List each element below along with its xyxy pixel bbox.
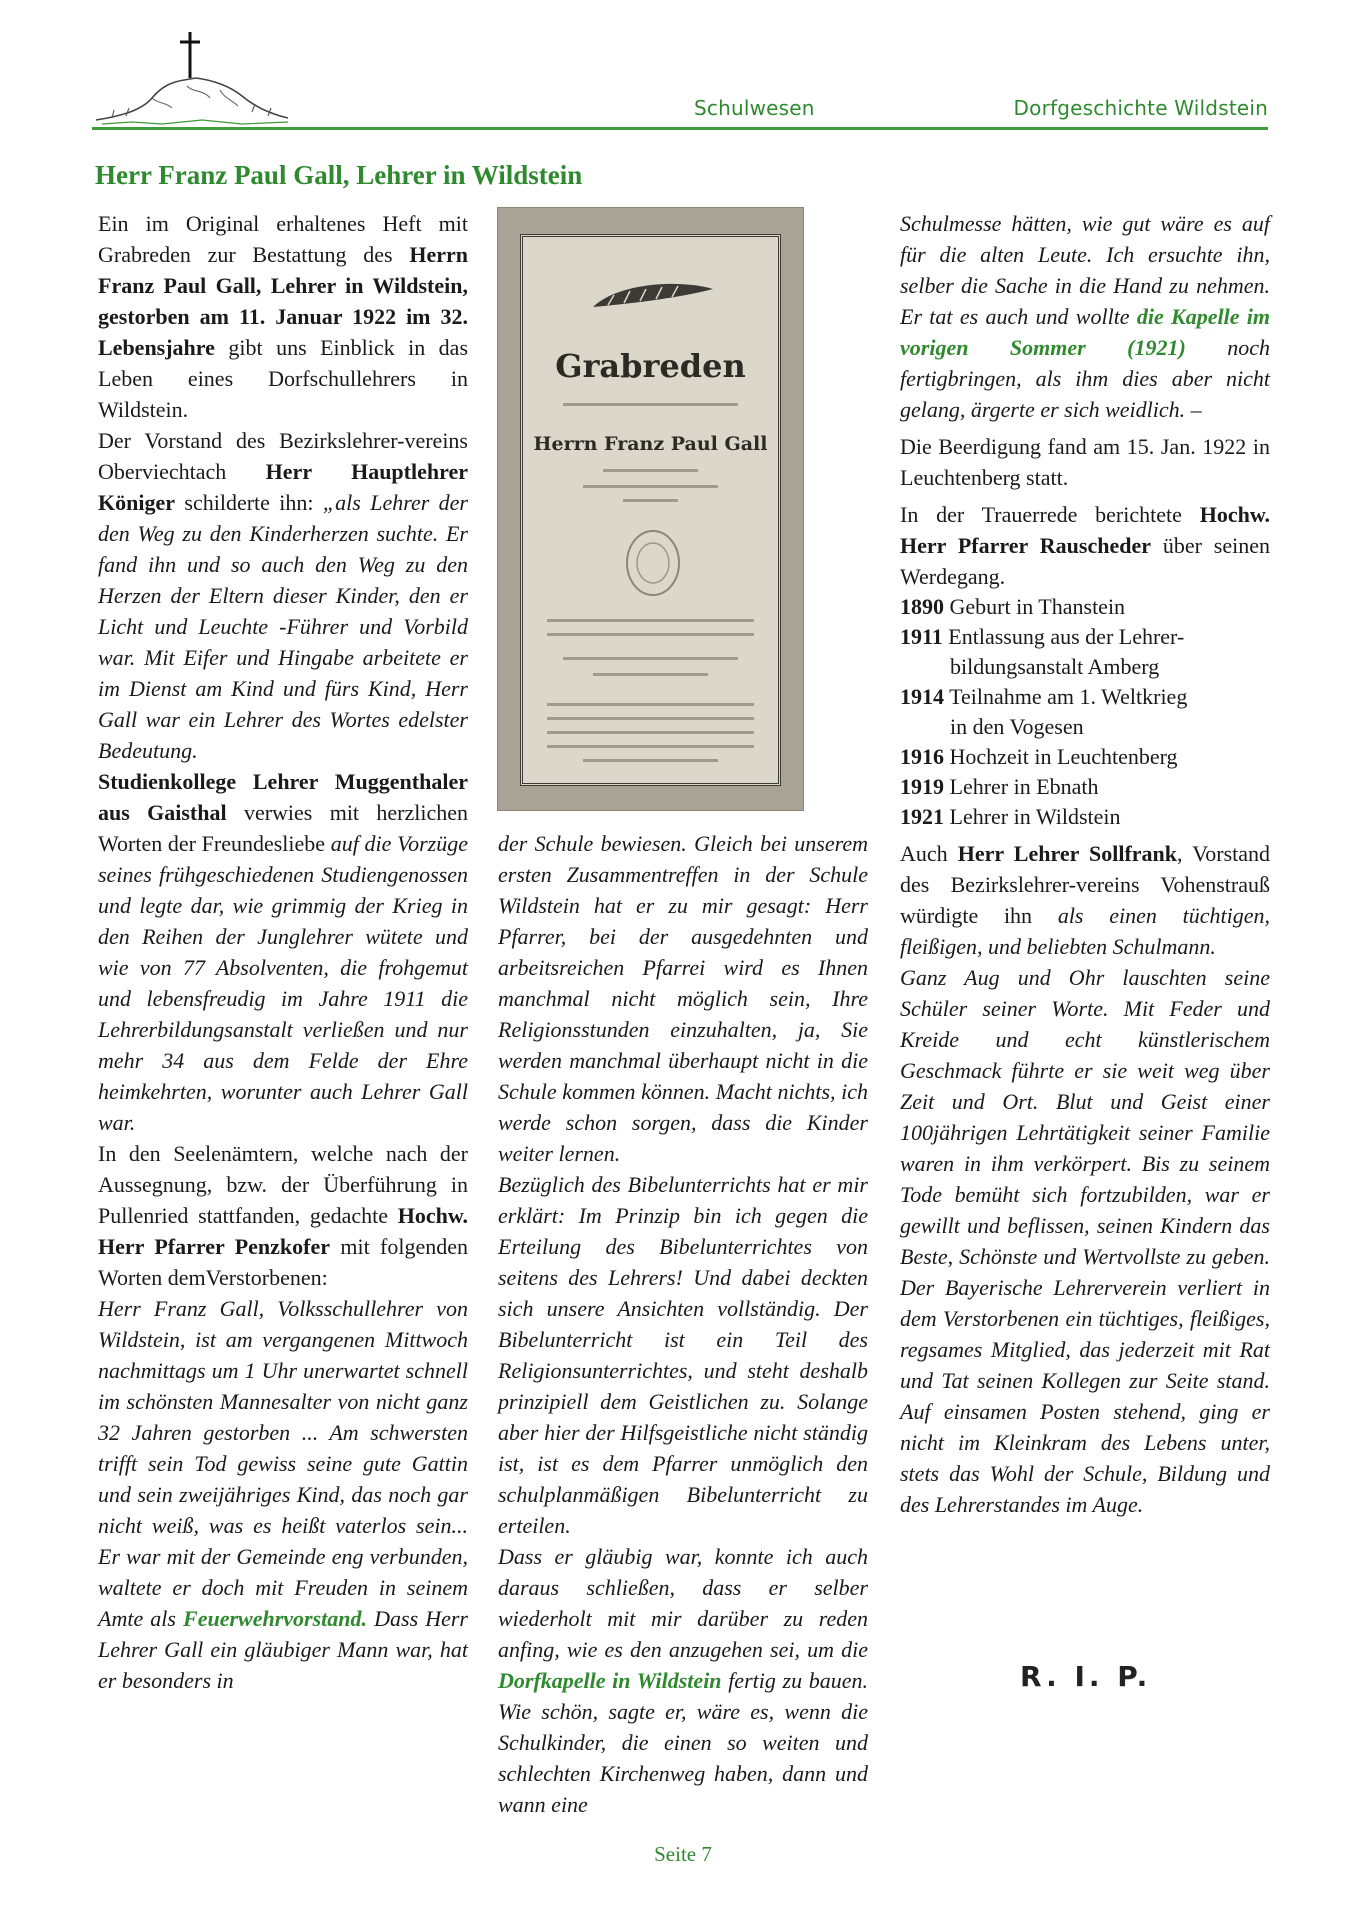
paragraph: Studienkollege Lehrer Muggenthaler aus Gaisthal verwies mit herzlichen Worten der Freundesliebe auf die Vorzüge seines frühgeschiedenen Studiengenossen und legte dar, wie grimmig der Krieg in den Reihen der Junglehrer wütete und wie von 77 Absolventen, die frohgemut und lebensfreudig im Jahre 1911 die Lehrerbildungsanstalt verließen und nur mehr 34 aus dem Felde der Ehre heimkehrten, worunter auch Lehrer Gall war. [98,769,468,1135]
funeral-booklet-photo [497,207,804,811]
timeline-year: 1921 [900,804,944,829]
timeline-text: Lehrer in Wildstein [949,804,1121,829]
booklet-heading: Grabreden [555,347,746,385]
paragraph: In den Seelenämtern, welche nach der Aussegnung, bzw. der Überführung in Pullenried stattfanden, gedachte Hochw. Herr Pfarrer Penzkofer mit folgenden Worten demVerstorbenen: [98,1141,468,1290]
timeline-entry [900,622,1270,682]
paragraph: Herr Franz Gall, Volksschullehrer von Wildstein, ist am vergangenen Mittwoch nachmittags um 1 Uhr unerwartet schnell im schönsten Mannesalter von nicht ganz 32 Jahren gestorben ... Am schwersten trifft sein Tod gewiss seine gute Gattin und sein zweijähriges Kind, das noch gar nicht weiß, was es heißt vaterlos sein... Er war mit der Gemeinde eng verbunden, waltete er doch mit Freuden in seinem Amte als Feuerwehrvorstand. Dass Herr Lehrer Gall ein gläubiger Mann war, hat er besonders in [98,1296,468,1693]
timeline-text: Teilnahme am 1. Weltkrieg [949,684,1188,709]
header-rule [92,127,1268,130]
paragraph: In der Trauerrede berichtete Hochw. Herr Pfarrer Rauscheder über seinen Werdegang. [900,502,1270,589]
timeline-text: Lehrer in Ebnath [949,774,1099,799]
timeline-entry [900,742,1270,772]
timeline-entry [900,772,1270,802]
column-middle [498,828,868,1820]
paragraph: Bezüglich des Bibelunterrichts hat er mir erklärt: Im Prinzip bin ich gegen die Erteilung des Bibelunterrichtes von seitens des Lehrers! Und dabei deckten sich unsere Ansichten vollständig. Der Bibelunterricht ist ein Teil des Religionsunterrichtes, und steht deshalb prinzipiell dem Geistlichen zu. Solange aber hier der Hilfsgeistliche nicht ständig ist, ist es dem Pfarrer unmöglich den schulplanmäßigen Bibelunterricht zu erteilen. [498,1172,868,1538]
career-timeline [900,592,1270,832]
paragraph: Schulmesse hätten, wie gut wäre es auf für die alten Leute. Ich ersuchte ihn, selber die Sache in die Hand zu nehmen. Er tat es auch und wollte die Kapelle im vorigen Sommer (1921) noch fertigbringen, als ihm dies aber nicht gelang, ärgerte er sich weidlich. – [900,211,1270,422]
column-left [98,208,468,1696]
timeline-year: 1916 [900,744,944,769]
rip-text: R. I. P. [1020,1660,1152,1693]
booklet-page [520,234,781,786]
seal-emblem-icon [623,527,683,599]
timeline-text-continued: in den Vogesen [950,714,1084,739]
timeline-year: 1914 [900,684,944,709]
timeline-text: Geburt in Thanstein [949,594,1126,619]
paragraph: der Schule bewiesen. Gleich bei unserem ersten Zusammentreffen in der Schule Wildstein hat er zu mir gesagt: Herr Pfarrer, bei der ausgedehnten und arbeitsreichen Pfarrei wird es Ihnen manchmal nicht möglich sein, Ihre Religionsstunden einzuhalten, ja, Sie werden manchmal überhaupt nicht in die Schule kommen können. Macht nichts, ich werde schon sorgen, dass die Kinder weiter lernen. [498,831,868,1166]
page-number: Seite 7 [654,1842,712,1866]
chapel-hill-logo [92,20,292,132]
paragraph: Der Vorstand des Bezirkslehrer-vereins Oberviechtach Herr Hauptlehrer Königer schilderte ihn: „als Lehrer der den Weg zu den Kinderherzen suchte. Er fand ihn und so auch den Weg zu den Herzen der Eltern dieser Kinder, den er Licht und Leuchte -Führer und Vorbild war. Mit Eifer und Hingabe arbeitete er im Dienst am Kind und fürs Kind, Herr Gall war ein Lehrer des Wortes edelster Bedeutung. [98,428,468,763]
wreath-ornament-icon [588,277,718,317]
timeline-text: Hochzeit in Leuchtenberg [949,744,1178,769]
paragraph: Ein im Original erhaltenes Heft mit Grabreden zur Bestattung des Herrn Franz Paul Gall, Lehrer in Wildstein, gestorben am 11. Januar 1922 im 32. Lebensjahre gibt uns Einblick in das Leben eines Dorfschullehrers in Wildstein. [98,211,468,422]
booklet-name: Herrn Franz Paul Gall [533,433,768,455]
timeline-year: 1911 [900,624,943,649]
page-title: Herr Franz Paul Gall, Lehrer in Wildstein [95,160,583,190]
paragraph: Dass er gläubig war, konnte ich auch daraus schließen, dass er selber wiederholt mit mir darüber zu reden anfing, wie es den anzugehen sei, um die Dorfkapelle in Wildstein fertig zu bauen. Wie schön, sagte er, wäre es, wenn die Schulkinder, die einen so weiten und schlechten Kirchenweg haben, dann und wann eine [498,1544,868,1817]
paragraph: Die Beerdigung fand am 15. Jan. 1922 in Leuchtenberg statt. [900,434,1270,490]
paragraph: Ganz Aug und Ohr lauschten seine Schüler seiner Worte. Mit Feder und Kreide und echt künstlerischem Geschmack führte er sie weit weg über Zeit und Ort. Blut und Geist einer 100jährigen Lehrtätigkeit seiner Familie waren in ihm verkörpert. Bis zu seinem Tode bemüht sich fortzubilden, war er gewillt und beflissen, seinen Kindern das Beste, Schönste und Wertvollste zu geben. Der Bayerische Lehrerverein verliert in dem Verstorbenen ein tüchtiges, fleißiges, regsames Mitglied, das jederzeit mit Rat und Tat seinen Kollegen zur Seite stand. Auf einsamen Posten stehend, ging er nicht im Kleinkram des Lebens unter, stets das Wohl der Schule, Bildung und des Lehrerstandes im Auge. [900,965,1270,1517]
column-right [900,208,1270,1520]
timeline-entry [900,682,1270,742]
timeline-text: Entlassung aus der Lehrer- [948,624,1185,649]
timeline-entry [900,802,1270,832]
timeline-entry [900,592,1270,622]
timeline-year: 1890 [900,594,944,619]
timeline-year: 1919 [900,774,944,799]
timeline-text-continued: bildungsanstalt Amberg [950,654,1160,679]
paragraph: Auch Herr Lehrer Sollfrank, Vorstand des Bezirkslehrer-vereins Vohenstrauß würdigte ihn als einen tüchtigen, fleißigen, und beliebten Schulmann. [900,841,1271,959]
header-publication: Dorfgeschichte Wildstein [1013,96,1268,120]
header-section: Schulwesen [694,96,815,120]
